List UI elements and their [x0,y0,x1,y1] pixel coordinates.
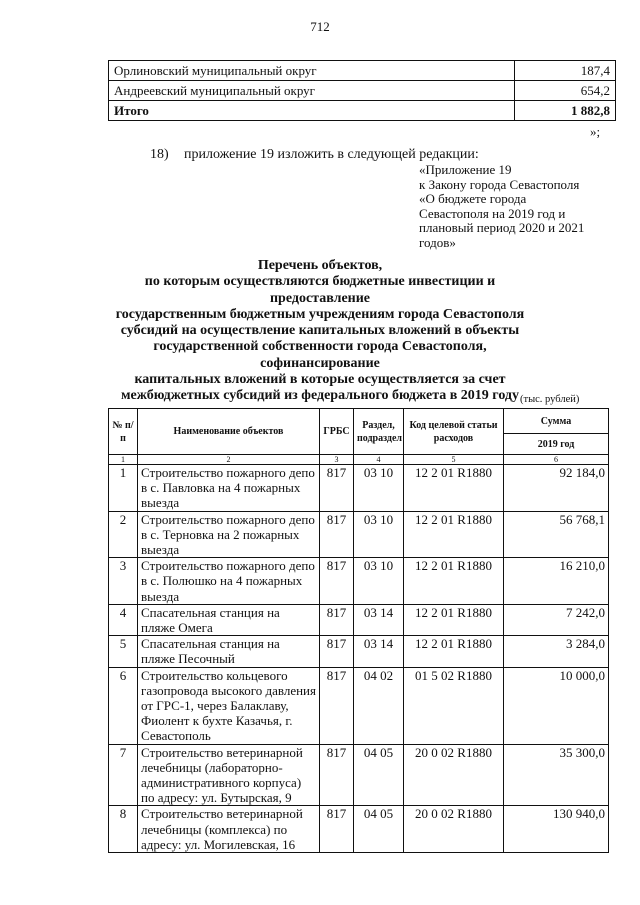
title-line: межбюджетных субсидий из федерального бюджета в 2019 году [121,388,519,404]
row-sum: 7 242,0 [504,604,609,635]
row-name: Спасательная станция на пляже Песочный [138,636,320,667]
index-cell: 5 [404,455,504,465]
row-num: 7 [109,744,138,806]
title-line: по которым осуществляются бюджетные инвестиции и предоставление [144,274,496,306]
row-section: 03 14 [354,604,404,635]
appendix-reference [419,163,619,250]
title-line: государственной собственности города Севастополя, софинансирование [153,339,487,371]
title-line: государственным бюджетным учреждениям города Севастополя [115,306,525,322]
row-grbs: 817 [320,604,354,635]
row-code: 12 2 01 R1880 [404,465,504,512]
document-title [100,258,540,405]
appendix-line: к Закону города Севастополя [419,176,580,192]
row-section: 04 02 [354,667,404,744]
row-num: 4 [109,604,138,635]
row-sum: 16 210,0 [504,558,609,605]
appendix-line: Севастополя на 2019 год и [419,205,566,221]
table-row [109,636,609,667]
header-sum: Сумма [504,409,609,434]
table-row [109,604,609,635]
row-name: Строительство пожарного депо в с. Павловка на 4 пожарных выезда [138,465,320,512]
index-cell: 3 [320,455,354,465]
row-name: Строительство пожарного депо в с. Полюшко на 4 пожарных выезда [138,558,320,605]
row-name: Строительство ветеринарной лечебницы (комплекса) по адресу: ул. Могилевская, 16 [138,806,320,853]
index-cell: 6 [504,455,609,465]
title-line: капитальных вложений в которые осуществляется за счет [134,372,506,388]
row-grbs: 817 [320,744,354,806]
appendix-line: годов» [419,234,456,250]
row-sum: 130 940,0 [504,806,609,853]
header-code: Код целевой статьи расходов [404,409,504,455]
previous-table [108,60,616,121]
row-name: Спасательная станция на пляже Омега [138,604,320,635]
table-row [109,61,616,81]
row-section: 03 10 [354,511,404,558]
header-name: Наименование объектов [138,409,320,455]
row-sum: 3 284,0 [504,636,609,667]
row-section: 03 10 [354,558,404,605]
row-grbs: 817 [320,558,354,605]
row-code: 20 0 02 R1880 [404,744,504,806]
row-num: 1 [109,465,138,512]
table-row [109,744,609,806]
row-num: 2 [109,511,138,558]
row-num: 8 [109,806,138,853]
row-grbs: 817 [320,511,354,558]
table-row [109,667,609,744]
row-code: 12 2 01 R1880 [404,604,504,635]
header-num: № п/п [109,409,138,455]
row-code: 12 2 01 R1880 [404,558,504,605]
title-line: субсидий на осуществление капитальных вложений в объекты [120,323,520,339]
district-value: 654,2 [515,81,616,101]
title-line: Перечень объектов, [257,258,383,273]
table-row [109,511,609,558]
index-row [109,455,609,465]
index-cell: 1 [109,455,138,465]
row-section: 04 05 [354,744,404,806]
row-num: 5 [109,636,138,667]
row-num: 3 [109,558,138,605]
index-cell: 2 [138,455,320,465]
district-value: 187,4 [515,61,616,81]
total-row [109,101,616,121]
row-grbs: 817 [320,667,354,744]
item-number: 18) [150,147,169,162]
table-row [109,465,609,512]
row-code: 12 2 01 R1880 [404,511,504,558]
appendix-line: «О бюджете города [419,191,527,206]
header-section: Раздел, подраздел [354,409,404,455]
row-sum: 35 300,0 [504,744,609,806]
item-text: приложение 19 изложить в следующей редакции: [184,147,479,162]
total-label: Итого [109,101,515,121]
table-row [109,558,609,605]
page-number: 712 [310,19,330,34]
closing-quote: »; [590,124,601,139]
index-cell: 4 [354,455,404,465]
objects-table [108,408,609,853]
header-grbs: ГРБС [320,409,354,455]
row-sum: 56 768,1 [504,511,609,558]
row-code: 12 2 01 R1880 [404,636,504,667]
row-name: Строительство ветеринарной лечебницы (лабораторно-административного корпуса) по адресу: ул. Бутырская, 9 [138,744,320,806]
appendix-line: плановый период 2020 и 2021 [419,220,585,235]
appendix-line: «Приложение 19 [419,162,512,177]
row-grbs: 817 [320,636,354,667]
row-section: 03 14 [354,636,404,667]
row-sum: 10 000,0 [504,667,609,744]
row-sum: 92 184,0 [504,465,609,512]
amendment-item [150,147,479,163]
row-section: 04 05 [354,806,404,853]
units-label: (тыс. рублей) [520,394,580,405]
row-code: 01 5 02 R1880 [404,667,504,744]
district-name: Андреевский муниципальный округ [109,81,515,101]
district-name: Орлиновский муниципальный округ [109,61,515,81]
row-grbs: 817 [320,806,354,853]
total-value: 1 882,8 [515,101,616,121]
row-code: 20 0 02 R1880 [404,806,504,853]
row-name: Строительство кольцевого газопровода высокого давления от ГРС-1, через Балаклаву, Фиолент к бухте Казачья, г. Севастополь [138,667,320,744]
header-year: 2019 год [504,434,609,455]
table-row [109,81,616,101]
row-name: Строительство пожарного депо в с. Терновка на 2 пожарных выезда [138,511,320,558]
row-section: 03 10 [354,465,404,512]
table-row [109,806,609,853]
row-grbs: 817 [320,465,354,512]
row-num: 6 [109,667,138,744]
